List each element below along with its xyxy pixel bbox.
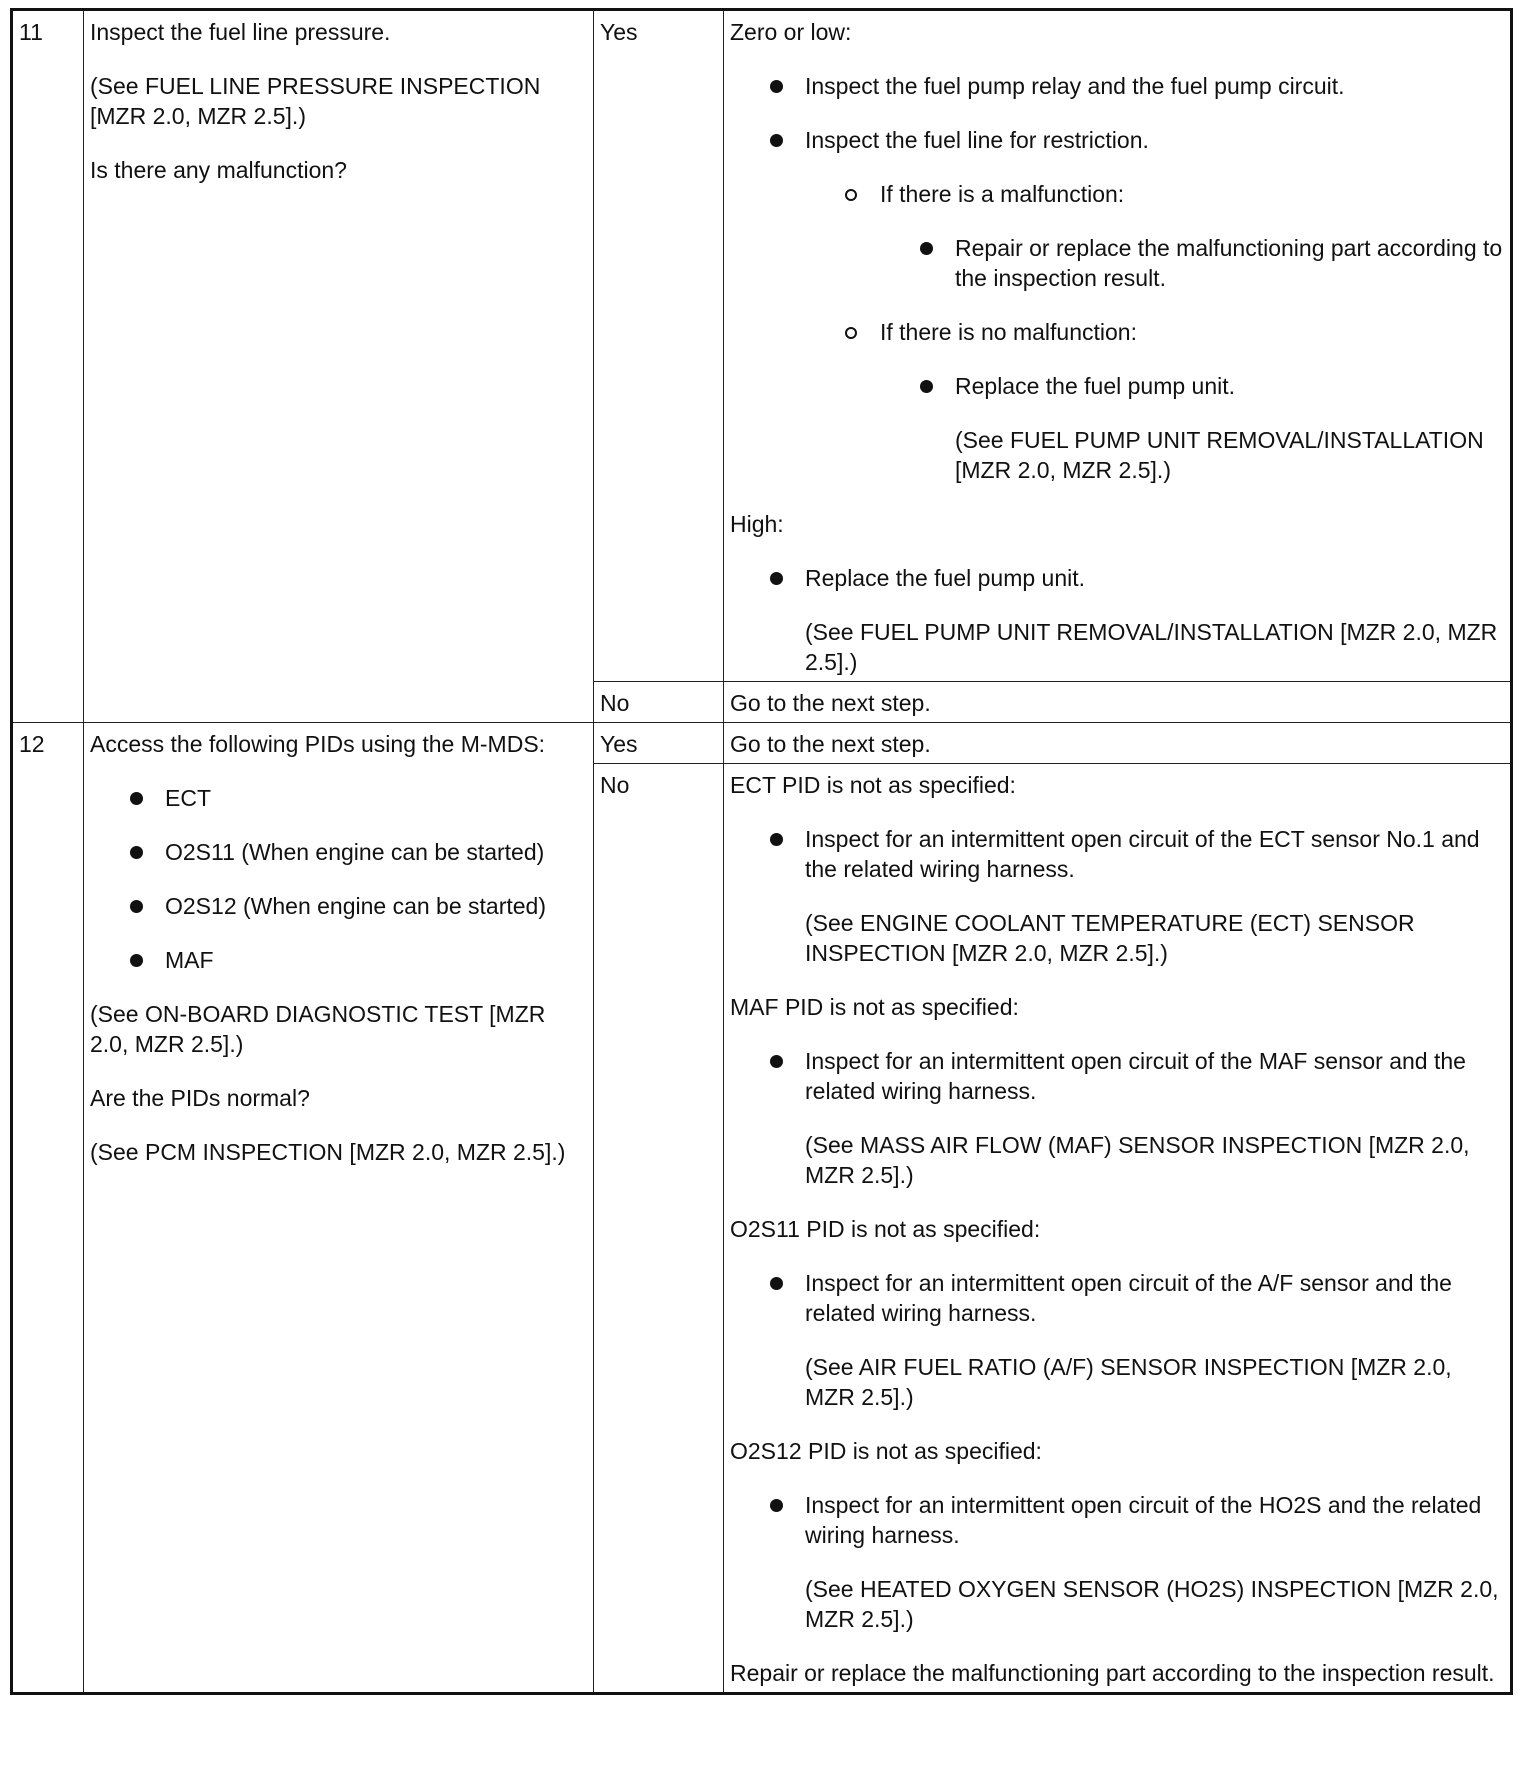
pid-item: ECT xyxy=(130,783,587,813)
inspection-text: Access the following PIDs using the M-MDS: xyxy=(90,731,546,757)
reference-note: (See AIR FUEL RATIO (A/F) SENSOR INSPECTION [MZR 2.0, MZR 2.5].) xyxy=(805,1354,1452,1410)
answer-yes: Yes xyxy=(594,10,724,682)
action-item: Inspect for an intermittent open circuit of the A/F sensor and the related wiring harness. (See AIR FUEL RATIO (A/F) SENSOR INSPECTION [MZR 2.0, MZR 2.5].) xyxy=(770,1268,1504,1412)
final-action: Repair or replace the malfunctioning part according to the inspection result. xyxy=(730,1660,1495,1686)
action-item: Inspect for an intermittent open circuit of the ECT sensor No.1 and the related wiring harness. (See ENGINE COOLANT TEMPERATURE (ECT) SENSOR INSPECTION [MZR 2.0, MZR 2.5].) xyxy=(770,824,1504,968)
inspection-reference: (See PCM INSPECTION [MZR 2.0, MZR 2.5].) xyxy=(90,1139,566,1165)
diagnostic-steps-table xyxy=(10,8,1513,1695)
action-list xyxy=(730,1046,1504,1190)
action-item: Replace the fuel pump unit. (See FUEL PUMP UNIT REMOVAL/INSTALLATION [MZR 2.0, MZR 2.5].) xyxy=(770,563,1504,677)
sub-action-list xyxy=(880,233,1504,293)
action-list xyxy=(730,71,1504,485)
step-11-yes-row xyxy=(12,10,1512,682)
step-12-yes-row xyxy=(12,723,1512,764)
sub-condition-list xyxy=(805,179,1504,485)
sub-action-item: Replace the fuel pump unit. (See FUEL PUMP UNIT REMOVAL/INSTALLATION [MZR 2.0, MZR 2.5].) xyxy=(920,371,1504,485)
condition-heading: O2S12 PID is not as specified: xyxy=(730,1438,1042,1464)
reference-note: (See HEATED OXYGEN SENSOR (HO2S) INSPECTION [MZR 2.0, MZR 2.5].) xyxy=(805,1576,1499,1632)
pid-item: MAF xyxy=(130,945,587,975)
answer-no: No xyxy=(594,764,724,1694)
sub-condition-item: If there is no malfunction: Replace the fuel pump unit. (See FUEL PUMP UNIT REMOVAL/INSTALLATION [MZR 2.0, MZR 2.5].) xyxy=(845,317,1504,485)
reference-note: (See FUEL PUMP UNIT REMOVAL/INSTALLATION [MZR 2.0, MZR 2.5].) xyxy=(805,619,1498,675)
pid-item: O2S12 (When engine can be started) xyxy=(130,891,587,921)
inspection-reference: (See ON-BOARD DIAGNOSTIC TEST [MZR 2.0, MZR 2.5].) xyxy=(90,1001,546,1057)
pid-item: O2S11 (When engine can be started) xyxy=(130,837,587,867)
condition-heading: High: xyxy=(730,511,784,537)
condition-heading: Zero or low: xyxy=(730,19,852,45)
inspection-reference: (See FUEL LINE PRESSURE INSPECTION [MZR 2.0, MZR 2.5].) xyxy=(90,73,541,129)
inspection-question: Are the PIDs normal? xyxy=(90,1085,310,1111)
action-list xyxy=(730,1268,1504,1412)
action-cell-yes xyxy=(724,10,1512,682)
action-list xyxy=(730,563,1504,677)
reference-note: (See FUEL PUMP UNIT REMOVAL/INSTALLATION [MZR 2.0, MZR 2.5].) xyxy=(955,427,1484,483)
action-cell-yes: Go to the next step. xyxy=(724,723,1512,764)
diagnostic-procedure-page xyxy=(10,8,1510,1695)
pid-list xyxy=(90,783,587,975)
action-cell-no xyxy=(724,764,1512,1694)
answer-yes: Yes xyxy=(594,723,724,764)
action-item: Inspect the fuel line for restriction. If there is a malfunction: Repair or replace the malfunctioning part according to the inspection result. If there is no malfunction: Replace the fuel pump unit. (See FUEL PUMP UNIT REMOVAL/INSTALLATION [MZR 2.0, MZR 2.5].) xyxy=(770,125,1504,485)
answer-no: No xyxy=(594,682,724,723)
step-inspection-cell xyxy=(84,723,594,1694)
action-item: Inspect for an intermittent open circuit of the HO2S and the related wiring harness. (See HEATED OXYGEN SENSOR (HO2S) INSPECTION [MZR 2.0, MZR 2.5].) xyxy=(770,1490,1504,1634)
step-number: 12 xyxy=(12,723,84,1694)
inspection-question: Is there any malfunction? xyxy=(90,157,347,183)
action-item: Inspect for an intermittent open circuit of the MAF sensor and the related wiring harness. (See MASS AIR FLOW (MAF) SENSOR INSPECTION [MZR 2.0, MZR 2.5].) xyxy=(770,1046,1504,1190)
step-number: 11 xyxy=(12,10,84,723)
action-item: Inspect the fuel pump relay and the fuel pump circuit. xyxy=(770,71,1504,101)
sub-condition-item: If there is a malfunction: Repair or replace the malfunctioning part according to the inspection result. xyxy=(845,179,1504,293)
condition-heading: ECT PID is not as specified: xyxy=(730,772,1016,798)
action-list xyxy=(730,824,1504,968)
sub-action-list xyxy=(880,371,1504,485)
action-cell-no: Go to the next step. xyxy=(724,682,1512,723)
step-inspection-cell xyxy=(84,10,594,723)
reference-note: (See ENGINE COOLANT TEMPERATURE (ECT) SENSOR INSPECTION [MZR 2.0, MZR 2.5].) xyxy=(805,910,1415,966)
condition-heading: MAF PID is not as specified: xyxy=(730,994,1019,1020)
inspection-text: Inspect the fuel line pressure. xyxy=(90,19,391,45)
action-list xyxy=(730,1490,1504,1634)
condition-heading: O2S11 PID is not as specified: xyxy=(730,1216,1041,1242)
sub-action-item: Repair or replace the malfunctioning part according to the inspection result. xyxy=(920,233,1504,293)
reference-note: (See MASS AIR FLOW (MAF) SENSOR INSPECTION [MZR 2.0, MZR 2.5].) xyxy=(805,1132,1470,1188)
